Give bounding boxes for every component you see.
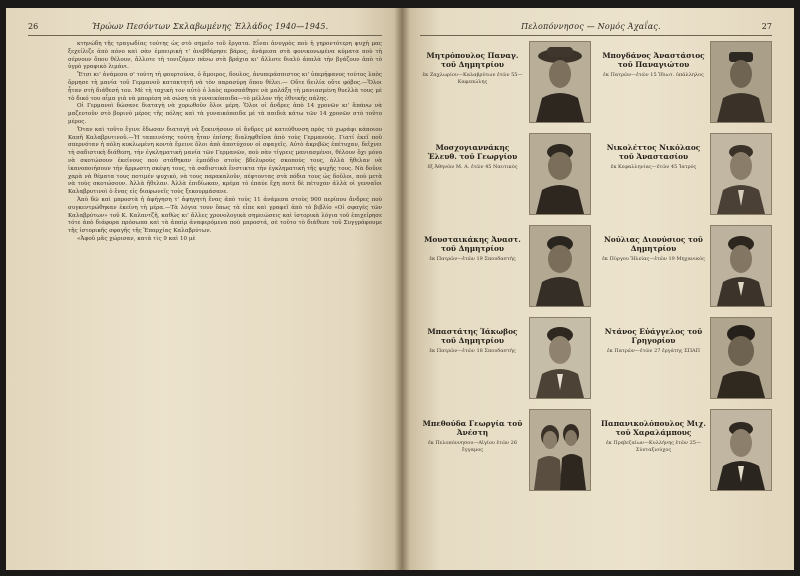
person-entry (601, 409, 772, 493)
person-name: Ντάνος Εὐάγγελος τοῦ Γρηγορίου (604, 327, 703, 345)
person-detail: ἐκ Πρεβεζαίων—Κυλλήνης ἐτῶν 25—Σύνταξιούχος (606, 440, 701, 453)
person-entry (420, 409, 591, 493)
portrait-photo (710, 317, 772, 399)
paragraph: Ὅταν καὶ τοῦτο ἔγινε ἔδωσαν διαταγὴ νὰ ξεκινήσουν οἱ ἄνδρες μὲ κατεύθυνση πρὸς τὸ χωράφι κάποιου Καπῆ Καλαβρυτινοῦ.—Ἡ ταπεινότης τούτη ἦταν ἐπίσης διαληφθεῖσα ἀπὸ τοὺς Γερμανούς. Γιατί ἐκεῖ ποῦ σπερνόταν ἡ πόλη κυκλωμένη κοντὰ ἔμεινε ὅλοι ἀπὸ ἀποτύχουν οἱ σφαγεῖς. Αὐτὸ ἀκριβῶς ἐπέτυχαν, δεῖχνει τὴ σαδιστικὴ διάθεση, τὴν ἐγκληματικὴ μανία τῶν Γερμανῶν, ποὺ σὰν τίγρεις μανιασμένοι, θέλουν ὄχι μόνο νὰ σκοτώσουν ἐκείνους ποὺ στάθηκαν ἐμπόδιο στοὺς βδελυροὺς σκοπούς τους, ἀλλὰ ἤθελαν νὰ ἱκανοποιήσουν τὴν ἄρρωστη σκέψη τους, τὰ σαδιστικὰ ἔνστικτα τὴν ἐγκληματική τῆς ψυχῆς τους. Νὰ δοῦνε χαρὰ νὰ θέματα τους ποτιμέν ψυχικὸ, νὰ τους παρακαλοῦν, πέφτοντας στὰ πόδια τους ὡς δοῦλοι, ποὺ μετὰ νὰ τοὺς σκοτώσουν. Ἀλλὰ ἤθελαν. Ἀλλὰ ἐπιδίωκαν, κρέμα τὸ ἐπαύε ἔχη ποτὲ δὲ πέτυχαν ἀλλὰ οἱ γενναῖοι Καλαβρυτινοὶ ὁ ἕνας εἰς διαφωνεῖς τοὺς ξεκουρμάσανε. (68, 126, 382, 196)
portrait-photo (529, 225, 591, 307)
person-detail: ἐκ Πελοπόννησου—Αἰγίου ἐτῶν 26 ἔγγαμος (427, 440, 518, 453)
person-name: Νούλιας Διονύσιος τοῦ Δημητρίου (604, 235, 703, 253)
person-caption (420, 41, 529, 85)
person-detail: ἐκ Πύργου Ἠλείας—ἐτῶν 19 Μηχανικός (602, 256, 705, 262)
portrait-photo (710, 225, 772, 307)
person-detail: ἐκ Ζαχλωρίου—Καλαβρύτων ἐτῶν 55—Καφεπώλης (422, 72, 523, 85)
person-entry (601, 41, 772, 125)
person-name: Μπεθούδα Γεωργία τοῦ Ἀνέστη (422, 419, 523, 437)
person-caption (420, 317, 529, 355)
paragraph: κτηνώδη τῆς τραγωδίας τούτης ὡς στὸ σημεῖο τοῦ ἔργατα. Εἶναι ἀνυγρὸς ποὺ ἡ γηροντότερη ψυχὴ μας ξεχείλιζε ἀπὸ πόνο καὶ σὰν ἐμπειρικὴ τ' ἀνεβθάρησε βάρος, ἀνάμεσα στὰ φονικονωμένα κύματα ποὺ τὴ σέρνουν ὅπου θέλουν, ἄλλοτε τὴ τονιζόμεν πάνω στὰ βράχια κι' ἄλλοτε διαλύ ἀπαλὰ τὴν βγάζουν ἀπὸ τὸ ὑγρὸ γραφικὸ λιμάνι. (68, 41, 382, 71)
person-detail: ἐκ Κεφαλληνίας—ἐτῶν 45 Ἰατρός (610, 164, 697, 170)
paragraph: Ἔτσι κι' ἀνάμεσα σ' τούτη τὴ φουρτούνα, ὁ ἄμοιρος, δουλος, ἀνυπεράσπιστος κι' ὑπερήφανος τούτος λαὸς ὅρμησε τὴ μανία τοῦ Γερμανοῦ κατακτητῆ νὰ τὸν παρασύρη ὅπου θέλει.— Οὔτε δειλία οὔτε φόβος.—Ὅλοι ἦταν στὴ διάθεσή του. Μὲ τὴ ταχικὴ τον αὐτὸ ὁ λαὸς προσπάθησε νὰ μαλάξη τὴ μανιασμένη θυελλὰ τους μὲ τὸ δικό του αἷμα γιὰ νὰ μπορέση νὰ σώση τὰ γυναικόπαιδα—τὸ μέλλον τῆς ἐθνικῆς πάλης. (68, 72, 382, 102)
paragraph: «Ἀφοῦ μᾶς χώρισαν, κατὰ τὶς 9 καὶ 10 μὲ (77, 235, 196, 242)
person-name: Μουσταικάκης Ἀναστ. τοῦ Δημητρίου (424, 235, 521, 253)
person-name: Μοσχογιαννάκης Ἐλευθ. τοῦ Γεωργίου (427, 143, 518, 161)
paragraph: Ἀπὸ δῶ καὶ μπροστὰ ἡ ἀφήγηση τ' ἀφηγητὴ ἕνας ἀπὸ τοὺς 11 ἀνάμεσα στοὺς 900 περίπου ἄνδρες ποὺ συγκεντρώθηκαν ἐκείνη τὴ μέρα.—Τὰ λόγια τουν ὅπως τὰ εἶπε καὶ γραφεῖ ἀπὸ τὸ βιβλίο «Οἱ σφαγὲς τῶν Καλαβρύτων» τοῦ Κ. Καλαντζῆ, καθὼς κι' ἄλλες χρονολογικὰ σημειώσεις καὶ ἱστορικὰ λόγια τοῦ ἐπιχείρησε τότε ἀπὸ διάφορα πρόσωπα καὶ τὰ ἀπαὶρ ἀναφερόμενα ποὺ μπροστά, σὲ τοῦτο τὸ διάθεσε τοῦ Συγγράφουμε τῆς ἱστορικῆς σφαγῆς τῆς Ἐπαρχίας Καλαβρύτων. (68, 196, 382, 235)
person-detail: ἐκ Πατρῶν—ἐτῶν 19 Σπουδαστής (429, 256, 516, 262)
person-caption (601, 317, 710, 355)
left-page (6, 8, 402, 570)
memorial-grid (420, 41, 772, 493)
portrait-photo (529, 317, 591, 399)
left-running-head (28, 22, 382, 36)
person-entry (601, 317, 772, 401)
person-detail: ἐκ Πατρῶν—ἐτῶν 18 Σπουδαστής (429, 348, 516, 354)
person-entry (601, 225, 772, 309)
right-page (402, 8, 794, 570)
person-name: Μητρόπουλος Παναγ. τοῦ Δημητρίου (426, 51, 519, 69)
person-entry (420, 133, 591, 217)
person-caption (420, 133, 529, 171)
portrait-photo (529, 41, 591, 123)
book-gutter (394, 8, 410, 570)
person-caption (601, 41, 710, 79)
open-book (6, 8, 794, 570)
left-body-text (68, 41, 382, 244)
right-running-head (420, 22, 772, 36)
person-detail: ἐξ Ἀθηνῶν Μ. Α. ἐτῶν 45 Ναυτικός (427, 164, 518, 170)
portrait-photo (710, 133, 772, 215)
right-page-number: 27 (761, 22, 772, 31)
portrait-photo (710, 409, 772, 491)
person-detail: ἐκ Πατρῶν—ἐτῶν 27 ἐργάτης ΣΠΑΠ (606, 348, 701, 354)
left-page-number: 26 (28, 22, 39, 31)
person-caption (601, 225, 710, 263)
person-caption (420, 409, 529, 453)
person-entry (420, 225, 591, 309)
person-entry (420, 41, 591, 125)
portrait-photo (529, 409, 591, 491)
person-entry (420, 317, 591, 401)
right-running-title: Πελοπόννησος — Νομός Άχαΐας. (521, 22, 661, 31)
person-detail: ἐκ Πατρῶν—ἐτῶν 15 Ἰδιωτ. ὑπάλληλος (603, 72, 704, 78)
paragraph: Οἱ Γερμανοὶ δώσανε διαταγὴ νὰ χορωθοῦν ὅλοι μέρη. Ὅλοι οἱ ἄνδρες ἀπὸ 14 χρονῶν κι' ἄπάνω νὰ μαζευτοῦν στὸ βορινὸ μέρος τῆς πόλης καὶ τὰ γυναικόπαιδα μὲ τὰ παιδιὰ κάτω τῶν 14 χρονῶν στὸ τοῦτο μέρος. (68, 103, 382, 125)
person-caption (420, 225, 529, 263)
person-caption (601, 133, 710, 171)
left-running-title: Ήρώων Πεσόντων Σκλαβωμένης Έλλάδος 1940—1945. (91, 22, 329, 31)
person-caption (601, 409, 710, 453)
person-name: Μπογδάνος Ἀναστάσιος τοῦ Παναγιώτου (602, 51, 705, 69)
portrait-photo (710, 41, 772, 123)
person-entry (601, 133, 772, 217)
portrait-photo (529, 133, 591, 215)
person-name: Παπανικολόπουλος Μιχ. τοῦ Χαραλάμπους (601, 419, 706, 437)
person-name: Μπαστάτης Ἰάκωβος τοῦ Δημητρίου (427, 327, 518, 345)
person-name: Νικολέττος Νικόλαος τοῦ Ἀναστασίου (606, 143, 701, 161)
